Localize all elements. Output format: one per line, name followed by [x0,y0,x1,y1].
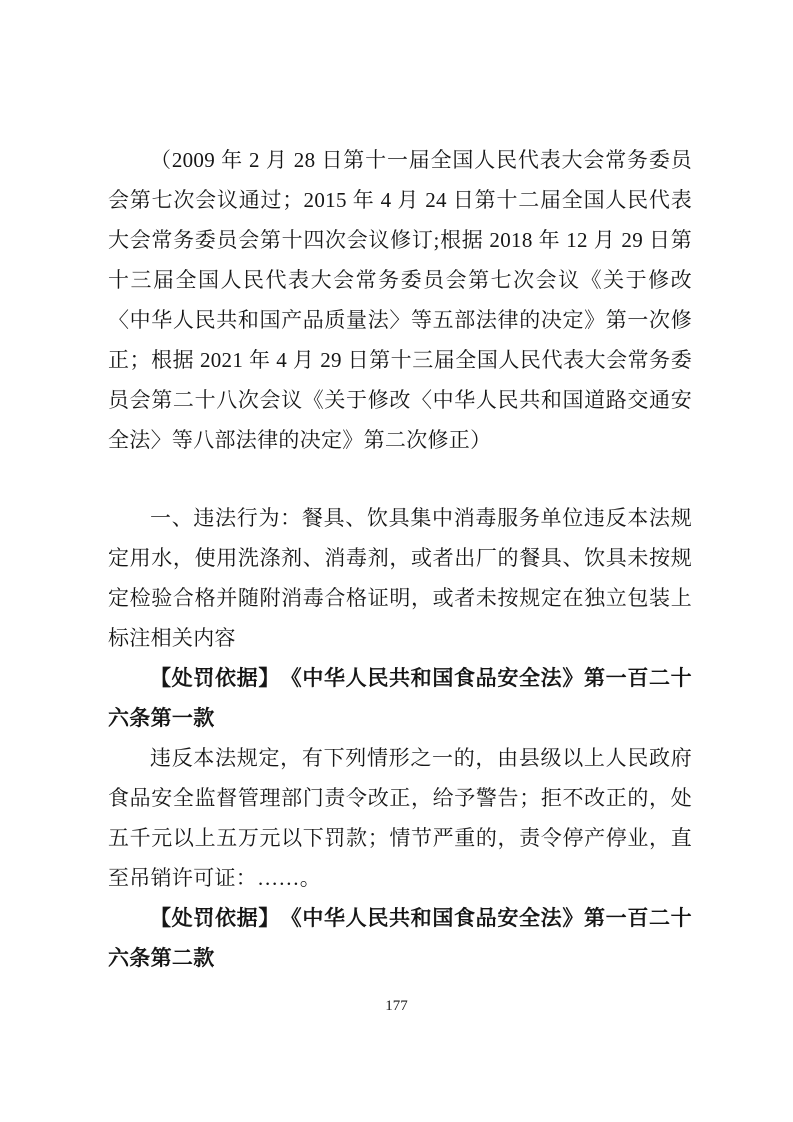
paragraph-penalty-basis-2: 【处罚依据】 《中华人民共和国食品安全法》第一百二十六条第二款 [108,906,692,970]
paragraph-penalty-body: 违反本法规定，有下列情形之一的，由县级以上人民政府食品安全监督管理部门责令改正，给予警告；拒不改正的，处五千元以上五万元以下罚款；情节严重的，责令停产停业，直至吊销许可证：……。 [108,746,692,890]
paragraph-preamble: （2009 年 2 月 28 日第十一届全国人民代表大会常务委员会第七次会议通过；2015 年 4 月 24 日第十二届全国人民代表大会常务委员会第十四次会议修订;根据 2018 年 12 月 29 日第十三届全国人民代表大会常务委员会第七次会议《关于修改〈中华人民共和国产品质量法〉等五部法律的决定》第一次修正；根据 2021 年 4 月 29 日第十三届全国人民代表大会常务委员会第二十八次会议《关于修改〈中华人民共和国道路交通安全法〉等八部法律的决定》第二次修正） [108,148,692,452]
page-number: 177 [385,998,408,1014]
paragraph-violation-item: 一、违法行为：餐具、饮具集中消毒服务单位违反本法规定用水，使用洗涤剂、消毒剂，或者出厂的餐具、饮具未按规定检验合格并随附消毒合格证明，或者未按规定在独立包装上标注相关内容 [108,506,692,650]
paragraph-penalty-basis-1: 【处罚依据】 《中华人民共和国食品安全法》第一百二十六条第一款 [108,666,692,730]
document-body [108,140,692,978]
